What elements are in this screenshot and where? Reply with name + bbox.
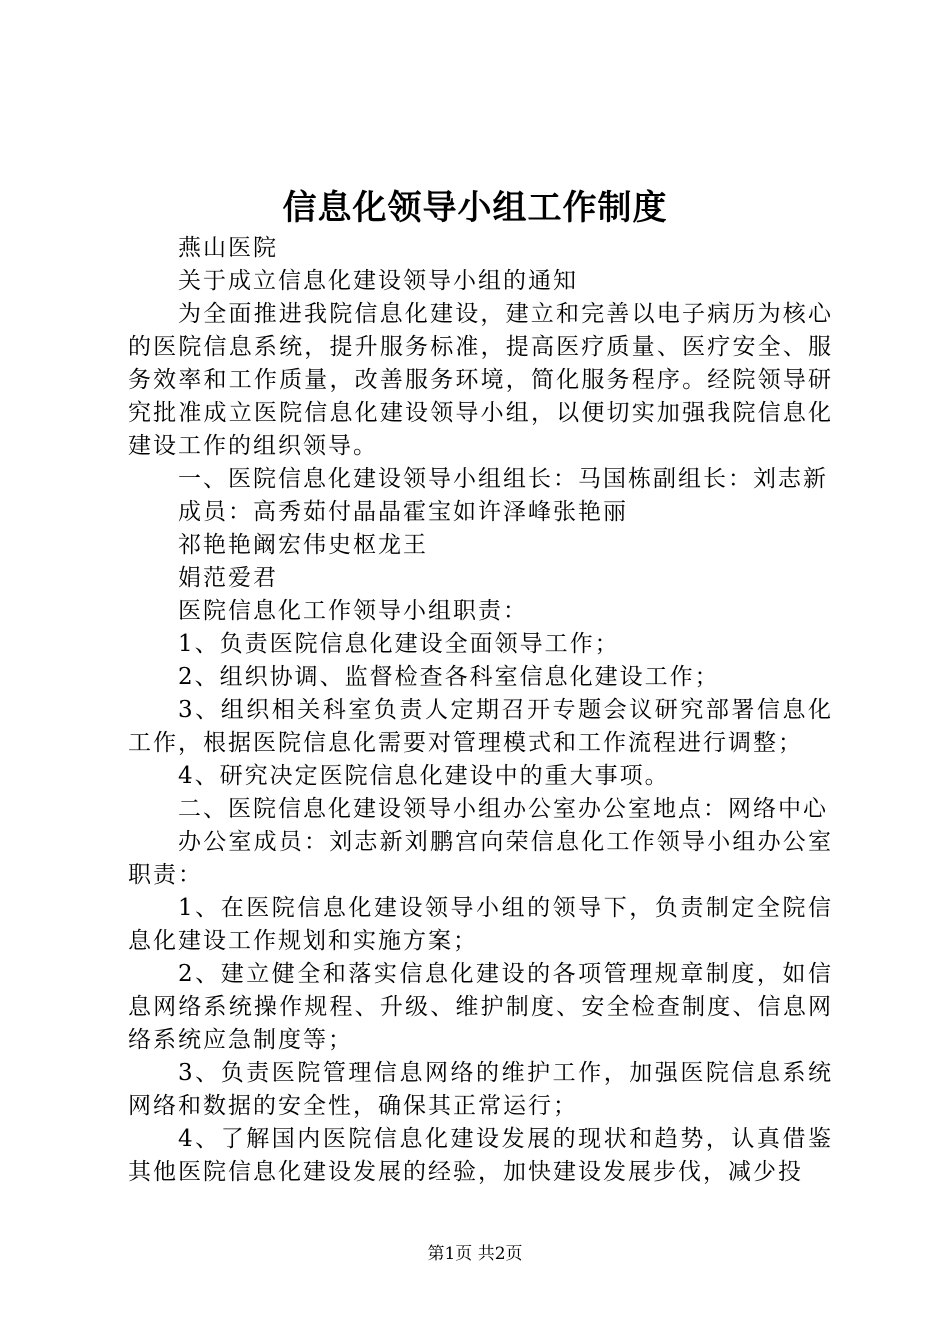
paragraph: 办公室成员：刘志新刘鹏宫向荣信息化工作领导小组办公室职责： [128,829,833,888]
paragraph: 关于成立信息化建设领导小组的通知 [178,268,578,294]
paragraph: 1、在医院信息化建设领导小组的领导下，负责制定全院信息化建设工作规划和实施方案； [128,895,833,954]
paragraph: 燕山医院 [178,235,278,261]
paragraph: 一、医院信息化建设领导小组组长：马国栋副组长：刘志新 [178,466,828,492]
paragraph: 2、建立健全和落实信息化建设的各项管理规章制度，如信息网络系统操作规程、升级、维护制度、安全检查制度、信息网络系统应急制度等； [128,961,833,1053]
paragraph: 3、组织相关科室负责人定期召开专题会议研究部署信息化工作，根据医院信息化需要对管理模式和工作流程进行调整； [128,697,833,756]
document-body [128,232,833,1189]
paragraph: 娟范爱君 [178,565,278,591]
paragraph: 4、研究决定医院信息化建设中的重大事项。 [178,763,670,789]
document-title: 信息化领导小组工作制度 [282,188,668,228]
paragraph: 4、了解国内医院信息化建设发展的现状和趋势，认真借鉴其他医院信息化建设发展的经验，加快建设发展步伐，减少投 [128,1126,833,1185]
paragraph: 2、组织协调、监督检查各科室信息化建设工作； [178,664,720,690]
paragraph: 祁艳艳阚宏伟史枢龙王 [178,532,428,558]
paragraph: 成员：高秀茹付晶晶霍宝如许泽峰张艳丽 [178,499,628,525]
paragraph: 3、负责医院管理信息网络的维护工作，加强医院信息系统网络和数据的安全性，确保其正常运行； [128,1060,833,1119]
paragraph: 医院信息化工作领导小组职责： [178,598,528,624]
paragraph: 为全面推进我院信息化建设，建立和完善以电子病历为核心的医院信息系统，提升服务标准，提高医疗质量、医疗安全、服务效率和工作质量，改善服务环境，简化服务程序。经院领导研究批准成立医院信息化建设领导小组，以便切实加强我院信息化建设工作的组织领导。 [128,301,833,459]
page-number-footer: 第1页 共2页 [427,1244,523,1264]
paragraph: 1、负责医院信息化建设全面领导工作； [178,631,620,657]
paragraph: 二、医院信息化建设领导小组办公室办公室地点：网络中心 [178,796,828,822]
